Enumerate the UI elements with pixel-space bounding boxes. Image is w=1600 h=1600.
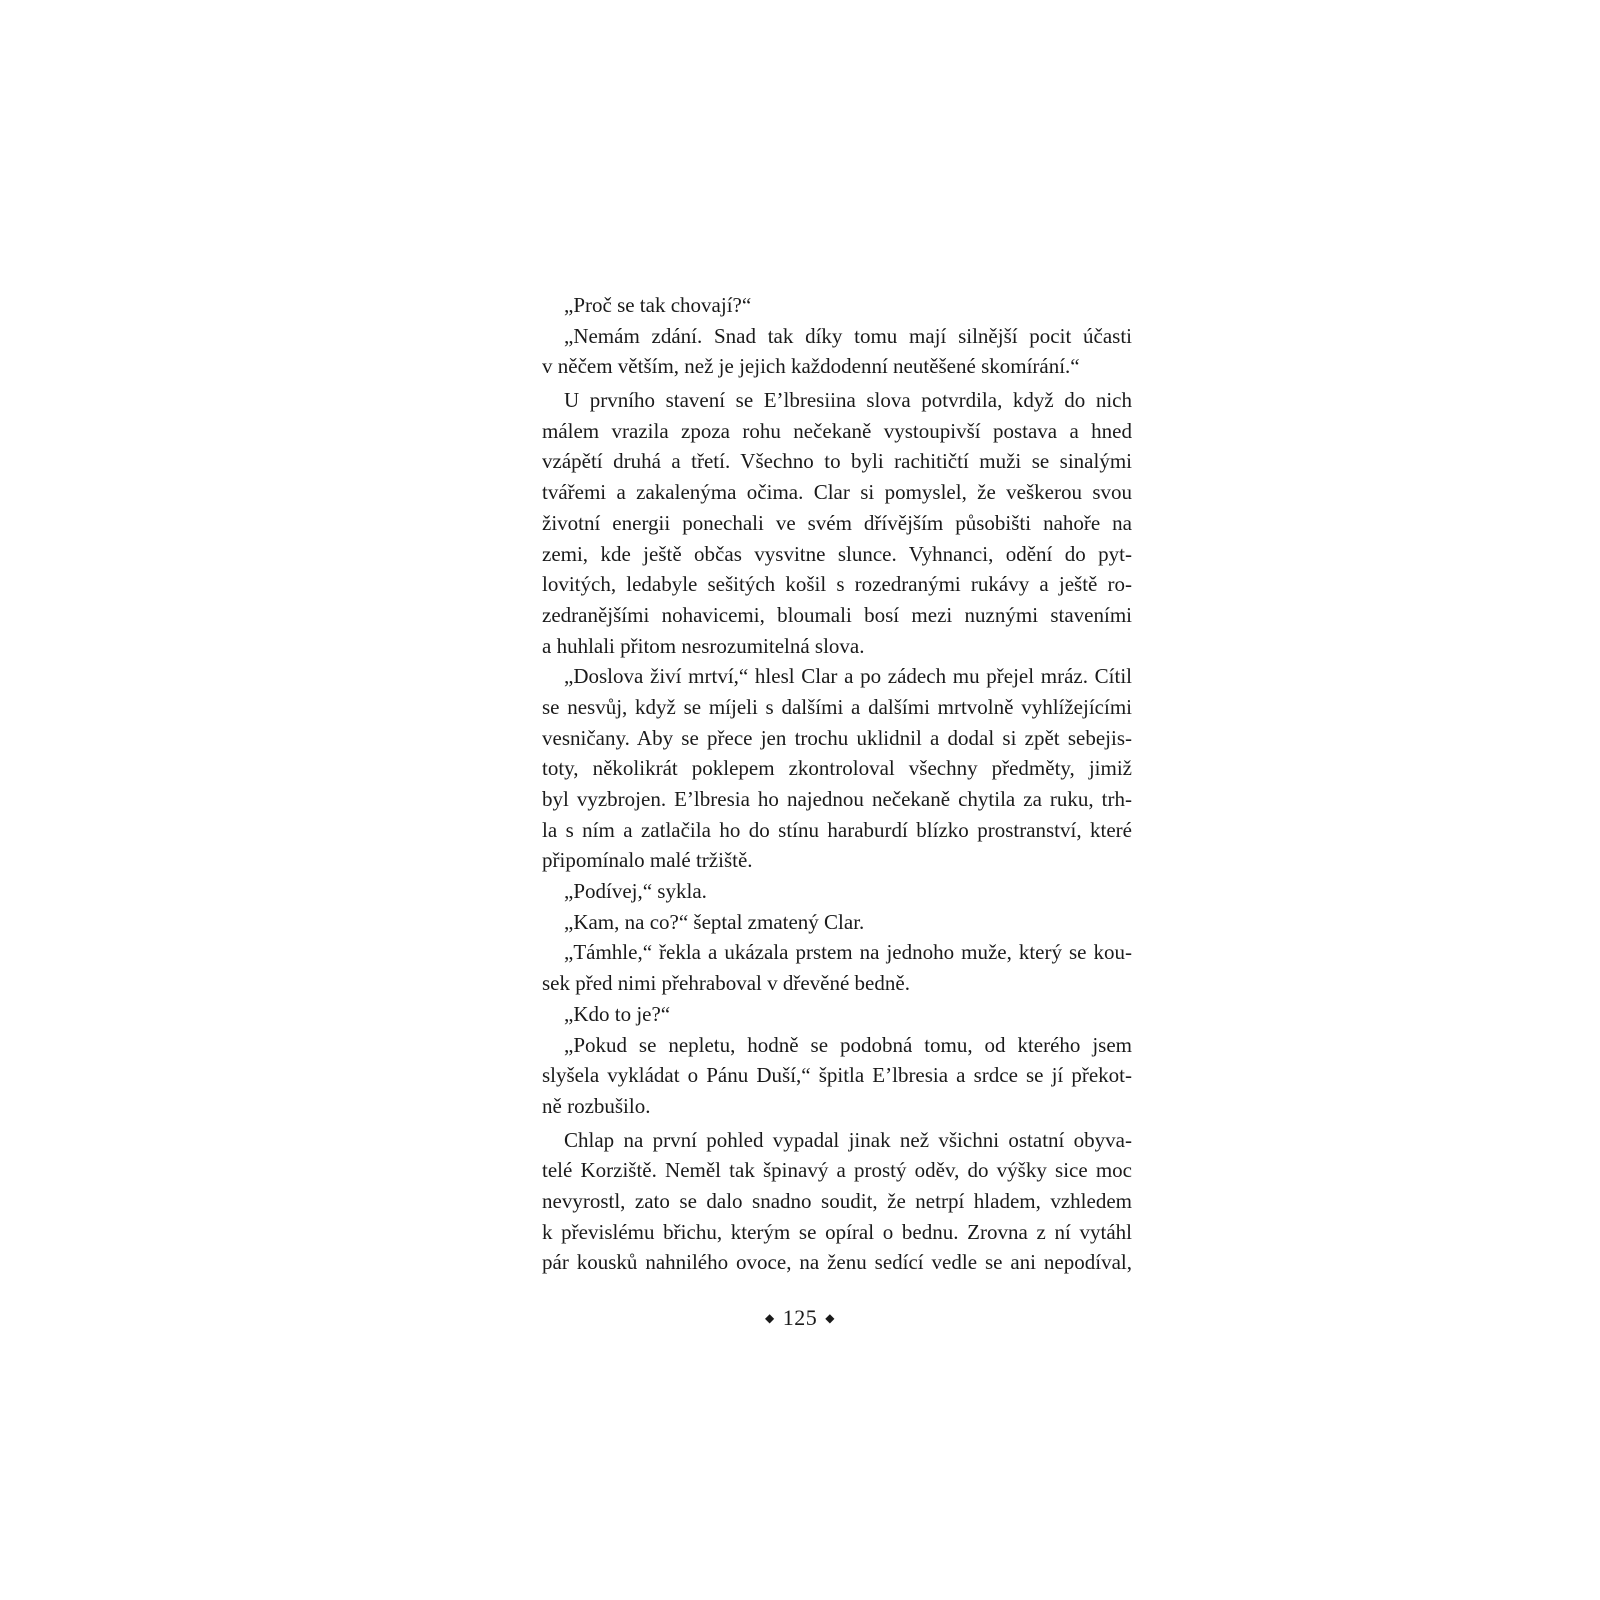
text-line: „Doslova živí mrtví,“ hlesl Clar a po zádech mu přejel mráz. Cítil <box>564 664 1132 689</box>
text-line: toty, několikrát poklepem zkontroloval všechny předměty, jimiž <box>542 756 1132 781</box>
text-line: nevyrostl, zato se dalo snadno soudit, že netrpí hladem, vzhledem <box>542 1188 1132 1213</box>
text-line: připomínalo malé tržiště. <box>542 848 753 873</box>
text-line: životní energii ponechali ve svém dřívějším působišti nahoře na <box>542 510 1132 535</box>
ornament-right-icon: ◆ <box>825 1311 835 1325</box>
text-line: „Kam, na co?“ šeptal zmatený Clar. <box>564 909 865 934</box>
ornament-left-icon: ◆ <box>765 1311 775 1325</box>
text-line: „Podívej,“ sykla. <box>564 879 707 904</box>
text-line: zemi, kde ještě občas vysvitne slunce. Vyhnanci, odění do pyt- <box>542 541 1132 566</box>
text-line: Chlap na první pohled vypadal jinak než všichni ostatní obyva- <box>564 1127 1132 1152</box>
text-line: la s ním a zatlačila ho do stínu haraburdí blízko prostranství, které <box>542 817 1132 842</box>
text-line: U prvního stavení se E’lbresiina slova potvrdila, když do nich <box>564 388 1132 413</box>
text-line: „Nemám zdání. Snad tak díky tomu mají silnější pocit účasti <box>564 323 1132 348</box>
text-line: tvářemi a zakalenýma očima. Clar si pomyslel, že veškerou svou <box>542 480 1132 505</box>
text-line: vzápětí druhá a třetí. Všechno to byli rachitičtí muži se sinalými <box>542 449 1132 474</box>
text-line: a huhlali přitom nesrozumitelná slova. <box>542 633 865 658</box>
text-line: sek před nimi přehraboval v dřevěné bedně. <box>542 971 910 996</box>
text-line: ně rozbušilo. <box>542 1093 651 1118</box>
text-line: se nesvůj, když se míjeli s dalšími a dalšími mrtvolně vyhlížejícími <box>542 694 1132 719</box>
text-line: slyšela vykládat o Pánu Duší,“ špitla E’lbresia a srdce se jí překot- <box>542 1063 1132 1088</box>
text-line: byl vyzbrojen. E’lbresia ho najednou nečekaně chytila za ruku, trh- <box>542 787 1132 811</box>
text-line: lovitých, ledabyle sešitých košil s rozedranými rukávy a ještě ro- <box>542 572 1132 597</box>
page-body-text <box>542 290 1132 1278</box>
text-line: zedranějšími nohavicemi, bloumali bosí mezi nuznými staveními <box>542 602 1132 627</box>
text-line: „Proč se tak chovají?“ <box>564 293 752 317</box>
text-line: pár kousků nahnilého ovoce, na ženu sedící vedle se ani nepodíval, <box>542 1250 1132 1275</box>
text-line: telé Korziště. Neměl tak špinavý a prostý oděv, do výšky sice moc <box>542 1158 1132 1183</box>
text-line: málem vrazila zpoza rohu nečekaně vystoupivší postava a hned <box>542 418 1132 443</box>
text-line: v něčem větším, než je jejich každodenní neutěšené skomírání.“ <box>542 354 1080 379</box>
page-number-footer <box>0 1305 1600 1331</box>
text-line: vesničany. Aby se přece jen trochu uklidnil a dodal si zpět sebejis- <box>542 725 1132 750</box>
text-line: „Kdo to je?“ <box>564 1001 671 1026</box>
page-number: 125 <box>782 1305 818 1330</box>
text-line: k převislému břichu, kterým se opíral o bednu. Zrovna z ní vytáhl <box>542 1219 1132 1244</box>
text-line: „Pokud se nepletu, hodně se podobná tomu, od kterého jsem <box>564 1032 1132 1057</box>
text-line: „Támhle,“ řekla a ukázala prstem na jednoho muže, který se kou- <box>564 940 1132 965</box>
